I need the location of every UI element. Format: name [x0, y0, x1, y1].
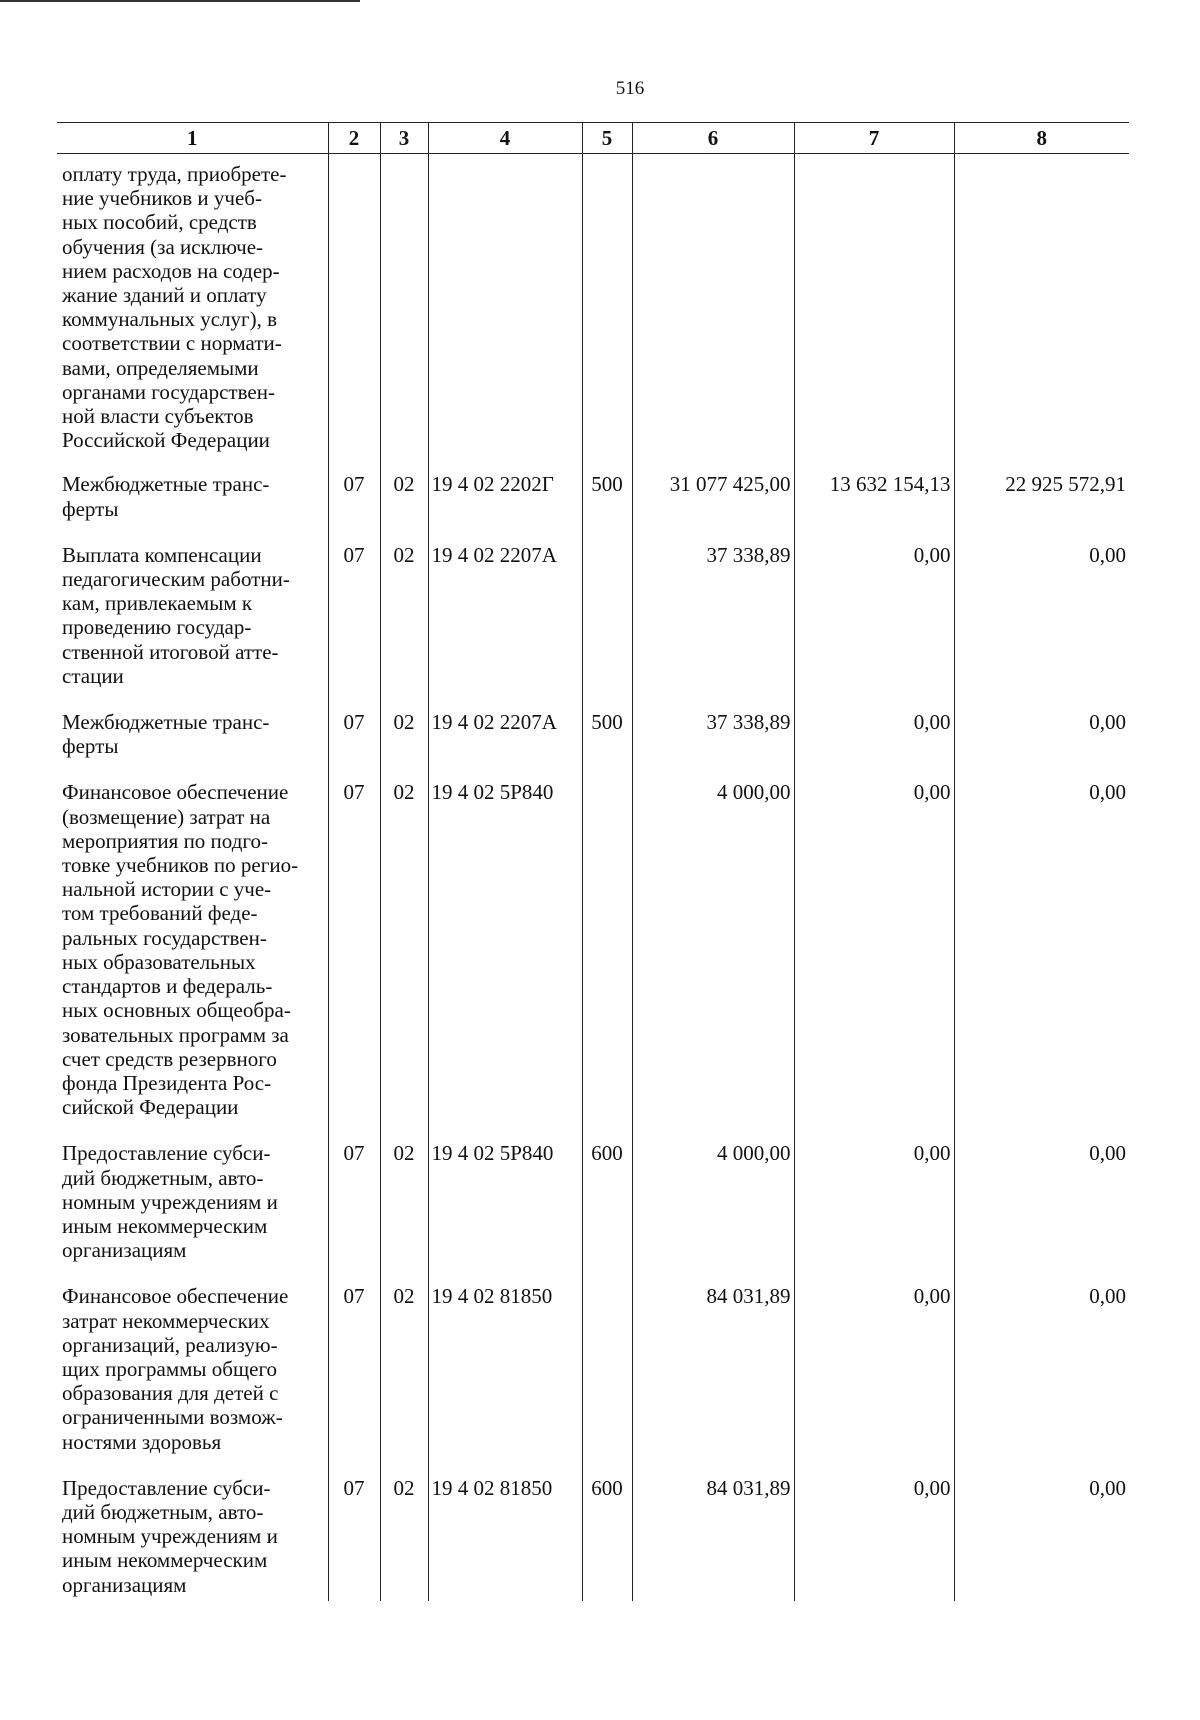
- page-number: 516: [615, 78, 645, 99]
- description-line: нальной истории с уче-: [62, 877, 272, 902]
- scan-edge-line: [0, 0, 360, 2]
- description-line: иным некоммерческим: [62, 1548, 268, 1573]
- description-line: ральных государствен-: [62, 925, 267, 950]
- amount-col-7-cell: 0,00: [794, 543, 954, 710]
- description-line: товке учебников по регио-: [62, 853, 299, 878]
- section-code-cell: 07: [328, 543, 380, 710]
- description-line: Предоставление субси-: [62, 1141, 271, 1166]
- description-line: номным учреждениям и: [62, 1189, 278, 1214]
- table-row: [57, 1141, 1129, 1284]
- description-line: педагогическим работни-: [62, 567, 290, 592]
- description-line: зовательных программ за: [62, 1022, 289, 1047]
- section-code-cell: 07: [328, 780, 380, 1141]
- target-article-cell: 19 4 02 2207А: [428, 543, 582, 710]
- target-article-cell: [428, 154, 582, 473]
- amount-col-7-cell: 0,00: [794, 710, 954, 780]
- subsection-code-cell: 02: [380, 1476, 428, 1601]
- amount-col-8-cell: 0,00: [954, 710, 1129, 780]
- description-line: обучения (за исключе-: [62, 234, 264, 259]
- subsection-code-cell: 02: [380, 780, 428, 1141]
- description-line: проведению государ-: [62, 615, 252, 640]
- description-line: ние учебников и учеб-: [62, 186, 262, 211]
- amount-col-8-cell: 0,00: [954, 1141, 1129, 1284]
- description-line: Финансовое обеспечение: [62, 1284, 289, 1309]
- description-line: ных основных общеобра-: [62, 998, 291, 1023]
- header-row: [57, 123, 1129, 154]
- section-code-cell: 07: [328, 1141, 380, 1284]
- expense-type-cell: [582, 780, 632, 1141]
- description-line: сийской Федерации: [62, 1095, 239, 1120]
- header-col-1: 1: [187, 125, 198, 150]
- row-description: [57, 472, 328, 542]
- description-line: счет средств резервного: [62, 1046, 277, 1071]
- description-line: Межбюджетные транс-: [62, 472, 270, 497]
- amount-col-6-cell: 84 031,89: [632, 1284, 794, 1475]
- amount-col-7-cell: [794, 154, 954, 473]
- section-code-cell: 07: [328, 1476, 380, 1601]
- row-description: [57, 1284, 328, 1475]
- expense-type-cell: 600: [582, 1141, 632, 1284]
- expense-type-cell: 600: [582, 1476, 632, 1601]
- header-col-5: 5: [582, 123, 632, 154]
- description-line: иным некоммерческим: [62, 1213, 268, 1238]
- header-col-4: 4: [428, 123, 582, 154]
- amount-col-6-cell: 37 338,89: [632, 710, 794, 780]
- table-row: [57, 1476, 1129, 1601]
- row-description: [57, 780, 328, 1141]
- amount-col-6-cell: 84 031,89: [632, 1476, 794, 1601]
- subsection-code-cell: 02: [380, 710, 428, 780]
- description-line: стандартов и федераль-: [62, 974, 273, 999]
- description-line: жание зданий и оплату: [62, 283, 267, 308]
- section-code-cell: 07: [328, 472, 380, 542]
- description-line: Финансовое обеспечение: [62, 780, 289, 805]
- description-line: кам, привлекаемым к: [62, 591, 253, 616]
- description-line: (возмещение) затрат на: [62, 804, 271, 829]
- target-article-cell: 19 4 02 2202Г: [428, 472, 582, 542]
- description-line: номным учреждениям и: [62, 1524, 278, 1549]
- amount-col-8-cell: 22 925 572,91: [954, 472, 1129, 542]
- table-row: [57, 780, 1129, 1141]
- subsection-code-cell: 02: [380, 1284, 428, 1475]
- subsection-code-cell: [380, 154, 428, 473]
- row-description: [57, 1141, 328, 1284]
- table-body: [57, 154, 1129, 1601]
- expense-type-cell: 500: [582, 710, 632, 780]
- description-line: ферты: [62, 496, 119, 521]
- amount-col-8-cell: 0,00: [954, 780, 1129, 1141]
- row-description: [57, 710, 328, 780]
- description-line: организациям: [62, 1572, 187, 1597]
- amount-col-8-cell: 0,00: [954, 543, 1129, 710]
- amount-col-6-cell: 31 077 425,00: [632, 472, 794, 542]
- description-line: вами, определяемыми: [62, 355, 259, 380]
- budget-table: [57, 122, 1129, 1601]
- amount-col-6-cell: 4 000,00: [632, 1141, 794, 1284]
- target-article-cell: 19 4 02 81850: [428, 1476, 582, 1601]
- subsection-code-cell: 02: [380, 543, 428, 710]
- header-col-2: 2: [328, 123, 380, 154]
- description-line: затрат некоммерческих: [62, 1308, 270, 1333]
- amount-col-6-cell: [632, 154, 794, 473]
- description-line: щих программы общего: [62, 1356, 278, 1381]
- subsection-code-cell: 02: [380, 472, 428, 542]
- section-code-cell: [328, 154, 380, 473]
- description-line: соответствии с нормати-: [62, 331, 282, 356]
- amount-col-6-cell: 4 000,00: [632, 780, 794, 1141]
- header-col-7: 7: [794, 123, 954, 154]
- description-line: ной власти субъектов: [62, 404, 254, 429]
- description-line: нием расходов на содер-: [62, 258, 280, 283]
- amount-col-8-cell: 0,00: [954, 1476, 1129, 1601]
- amount-col-7-cell: 0,00: [794, 780, 954, 1141]
- description-line: Выплата компенсации: [62, 542, 262, 567]
- amount-col-8-cell: [954, 154, 1129, 473]
- row-description: [57, 154, 328, 473]
- target-article-cell: 19 4 02 2207А: [428, 710, 582, 780]
- subsection-code-cell: 02: [380, 1141, 428, 1284]
- expense-type-cell: [582, 1284, 632, 1475]
- description-line: образования для детей с: [62, 1381, 279, 1406]
- header-col-8: 8: [954, 123, 1129, 154]
- description-line: том требований феде-: [62, 901, 258, 926]
- description-line: ственной итоговой атте-: [62, 639, 279, 664]
- target-article-cell: 19 4 02 5Р840: [428, 780, 582, 1141]
- description-line: организаций, реализую-: [62, 1332, 278, 1357]
- expense-type-cell: [582, 543, 632, 710]
- description-line: Российской Федерации: [62, 428, 270, 453]
- table-row: [57, 1284, 1129, 1475]
- table-row: [57, 472, 1129, 542]
- expense-type-cell: 500: [582, 472, 632, 542]
- table-row: [57, 154, 1129, 473]
- description-line: ных образовательных: [62, 949, 256, 974]
- description-line: оплату труда, приобрете-: [62, 162, 287, 186]
- description-line: дий бюджетным, авто-: [62, 1499, 264, 1524]
- amount-col-7-cell: 0,00: [794, 1476, 954, 1601]
- header-col-3: 3: [380, 123, 428, 154]
- row-description: [57, 543, 328, 710]
- row-description: [57, 1476, 328, 1601]
- expense-type-cell: [582, 154, 632, 473]
- description-line: органами государствен-: [62, 379, 275, 404]
- header-col-6: 6: [632, 123, 794, 154]
- amount-col-6-cell: 37 338,89: [632, 543, 794, 710]
- description-line: фонда Президента Рос-: [62, 1070, 272, 1095]
- section-code-cell: 07: [328, 710, 380, 780]
- table-row: [57, 543, 1129, 710]
- description-line: мероприятия по подго-: [62, 828, 268, 853]
- description-line: Межбюджетные транс-: [62, 710, 270, 735]
- target-article-cell: 19 4 02 81850: [428, 1284, 582, 1475]
- amount-col-7-cell: 0,00: [794, 1284, 954, 1475]
- description-line: коммунальных услуг), в: [62, 307, 278, 332]
- description-line: ных пособий, средств: [62, 210, 257, 235]
- description-line: ферты: [62, 734, 119, 759]
- amount-col-7-cell: 13 632 154,13: [794, 472, 954, 542]
- amount-col-7-cell: 0,00: [794, 1141, 954, 1284]
- description-line: дий бюджетным, авто-: [62, 1165, 264, 1190]
- description-line: ограниченными возмож-: [62, 1405, 283, 1430]
- amount-col-8-cell: 0,00: [954, 1284, 1129, 1475]
- table-row: [57, 710, 1129, 780]
- target-article-cell: 19 4 02 5Р840: [428, 1141, 582, 1284]
- description-line: ностями здоровья: [62, 1429, 222, 1454]
- description-line: Предоставление субси-: [62, 1475, 271, 1500]
- section-code-cell: 07: [328, 1284, 380, 1475]
- description-line: стации: [62, 663, 124, 688]
- description-line: организациям: [62, 1238, 187, 1263]
